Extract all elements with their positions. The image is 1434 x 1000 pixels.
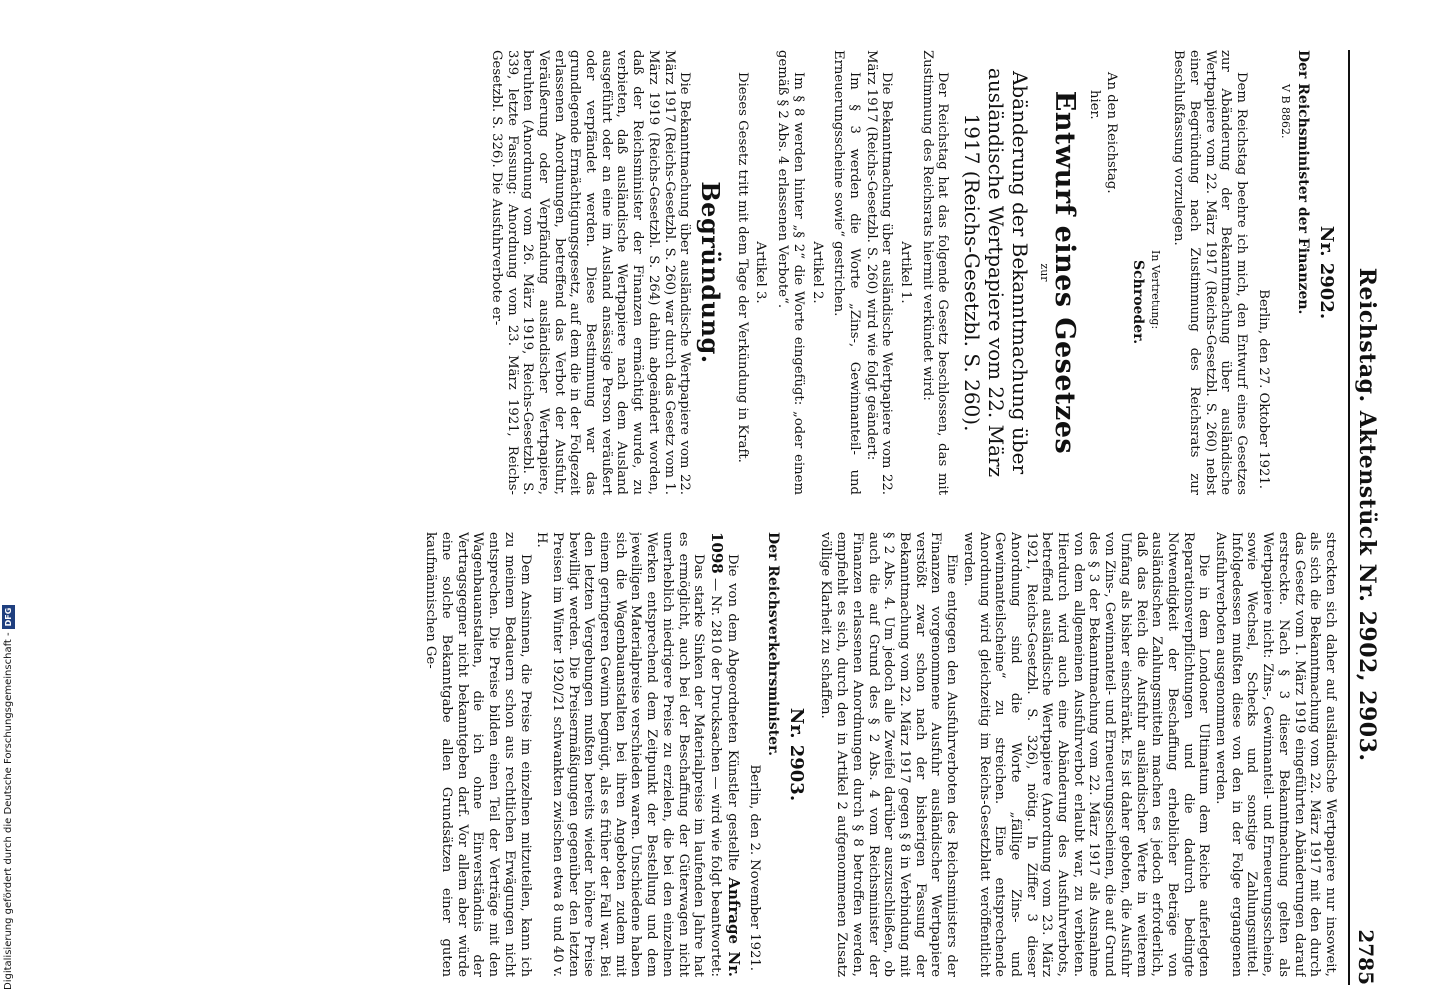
preamble: Der Reichstag hat das folgende Gesetz beschlossen, das mit Zustimmung des Reichsrats hiermit verkündet wird:	[919, 50, 951, 495]
inquiry-post: — Nr. 2810 der Drucksachen — wird wie folgt beantwortet:	[707, 577, 723, 977]
dateline-2903: Berlin, den 2. November 1921.	[747, 764, 763, 971]
right-column	[90, 532, 1338, 977]
dateline: Berlin, den 27. Oktober 1921.	[1255, 289, 1271, 489]
export-ban-paragraph: Eine entgegen den Ausfuhrverboten des Reichsministers der Finanzen vorgenommene Ausfuhr ausländischer Wertpapiere verstößt zwar schon nach der bisherigen Fassung der Bekanntmachung vom 22. März 1917 gegen § 8 in Verbindung mit § 2 Abs. 4. Um jedoch alle Zweifel darüber auszuschließen, ob auch die auf Grund des § 2 Abs. 4 vom Reichsminister der Finanzen erlassenen Anordnungen durch § 8 betroffen werden, empfiehlt es sich, durch den in Artikel 2 aufgenommenen Zusatz völlige Klarheit zu schaffen.	[818, 532, 960, 977]
sender: Der Reichsminister der Finanzen.	[1295, 50, 1312, 315]
header-title: Reichstag. Aktenstück Nr. 2902, 2903.	[1354, 267, 1380, 762]
digitization-credit	[2, 605, 15, 990]
document-number-2903: Nr. 2903.	[785, 707, 807, 802]
draft-zur: zur	[1038, 263, 1052, 282]
intro-paragraph: Dem Reichstag beehre ich mich, den Entwurf eines Gesetzes zur Abänderung der Bekanntmachung über ausländische Wertpapiere vom 22. März 1917 (Reichs-Gesetzbl. S. 260) nebst einer Begründung nach Zustimmung des Reichsrats zur Beschlußfassung vorzulegen.	[1171, 50, 1250, 495]
sender-reference: V B 8862.	[1278, 84, 1292, 139]
london-ultimatum-paragraph: Die in dem Londoner Ultimatum dem Reiche auferlegten Reparationsverpflichtungen und die dadurch bedingte Notwendigkeit der Beschaffung erheblicher Beträge von ausländischen Zahlungsmitteln machen es jedoch erforderlich, daß das Reich die Ausfuhr ausländischer Werte in weiterem Umfang als bisher einschränkt. Es ist daher geboten, die Ausfuhr von Zins-, Gewinnanteil- und Erneuerungsscheinen, die auf Grund des § 3 der Bekanntmachung vom 22. März 1917 als Ausnahme von dem allgemeinen Ausfuhrverbot erlaubt war, zu verbieten. Hierdurch wird auch eine Abänderung des Ausfuhrverbots, betreffend ausländische Wertpapiere (Anordnung vom 23. März 1921, Reichs-Gesetzbl. S. 326), nötig. In Ziffer 3 dieser Anordnung sind die Worte „fällige Zins- und Gewinnanteilscheine“ zu streichen. Eine entsprechende Anordnung wird gleichzeitig im Reichs-Gesetzblatt veröffentlicht werden.	[960, 532, 1212, 977]
prices-disclosure-paragraph: Dem Ansinnen, die Preise im einzelnen mitzuteilen, kann ich zu meinem Bedauern schon aus rechtlichen Erwägungen nicht entsprechen. Die Preise bilden einen Teil der Verträge mit den Wagenbauanstalten, die ich ohne Einverständnis der Vertragsgegner nicht bekanntgeben darf. Vor allem aber würde eine solche Bekanntgabe allen Grundsätzen einer guten kaufmännischen Ge-	[423, 532, 533, 977]
signature-name: Schroeder.	[1129, 260, 1146, 345]
addressee-location: hier.	[1086, 90, 1102, 120]
justification-paragraph: Die Bekanntmachung über ausländische Wertpapiere vom 22. März 1917 (Reichs-Gesetzbl. S. 260) war durch das Gesetz vom 1. März 1919 (Reichs-Gesetzbl. S. 264) dahin abgeändert worden, daß der Reichsminister der Finanzen ermächtigt wurde, zu verbieten, daß ausländische Wertpapiere nach dem Ausland ausgeführt oder an eine im Ausland ansässige Person veräußert oder verpfändet werden. Diese Bestimmung war das grundlegende Ermächtigungsgesetz, auf dem die in der Folgezeit erlassenen Anordnungen, betreffend das Verbot der Ausfuhr, Veräußerung oder Verpfändung ausländischer Wertpapiere, beruhten (Anordnung vom 26. März 1919, Reichs-Gesetzbl. S. 339, letzte Fassung: Anordnung vom 23. März 1921, Reichs-Gesetzbl. S. 326). Die Ausfuhrverbote er-	[488, 50, 693, 495]
article-3-heading: Artikel 3.	[753, 241, 769, 304]
page-header	[1348, 50, 1390, 985]
dfg-logo: DFG	[2, 605, 15, 630]
article-3-paragraph: Dieses Gesetz tritt mit dem Tage der Verkündung in Kraft.	[734, 72, 750, 463]
signature-label: In Vertretung:	[1148, 250, 1162, 330]
inquiry-paragraph	[707, 532, 743, 977]
continuation-paragraph: streckten sich daher auf ausländische Wertpapiere nur insoweit, als sich die Bekanntmachung vom 22. März 1917 mit den durch das Gesetz vom 1. März 1919 eingeführten Abänderungen darauf erstreckte. Nach § 3 dieser Bekanntmachung gelten als Wertpapiere nicht: Zins-, Gewinnanteil- und Erneuerungsscheine, sowie Wechsel, Schecks und sonstige Zahlungsmittel. Infolgedessen mußten diese von den in der Folge ergangenen Ausfuhrverboten ausgenommen werden.	[1213, 532, 1338, 977]
page-number: 2785	[1354, 929, 1378, 985]
article-1-paragraph-1: Die Bekanntmachung über ausländische Wertpapiere vom 22. März 1917 (Reichs-Gesetzbl. S. 260) wird wie folgt geändert:	[863, 50, 895, 495]
document-number: Nr. 2902.	[1316, 225, 1337, 320]
credit-text: Digitalisierung gefördert durch die Deutsche Forschungsgemeinschaft -	[3, 632, 14, 990]
draft-title: Entwurf eines Gesetzes	[1048, 90, 1080, 455]
addressee: An den Reichstag.	[1104, 72, 1120, 194]
left-column	[90, 50, 1338, 495]
scanned-page	[80, 30, 1390, 1000]
material-prices-paragraph: Das starke Sinken der Materialpreise im laufenden Jahre hat es ermöglicht, auch bei der Beschaffung der Güterwagen nicht unerheblich niedrigere Preise zu erzielen, die bei den einzelnen Werken entsprechend dem Zeitpunkt der Bestellung und dem jeweiligen Materialpreise verschieden waren. Unschiedene haben sich die Wagenbauanstalten bei ihren Angeboten zudem mit einem geringeren Gewinn begnügt, als es früher der Fall war. Bei den letzten Vergebungen mußten bereits wieder höhere Preise bewilligt werden. Die Preisermäßigungen gegenüber den letzten Preisen im Winter 1920/21 schwankten zwischen etwa 8 und 40 v. H.	[534, 532, 707, 977]
sender-2903: Der Reichsverkehrsminister.	[765, 532, 782, 757]
article-2-paragraph: Im § 8 werden hinter „§ 2“ die Worte eingefügt: „oder einem gemäß § 2 Abs. 4 erlassenen Verbote“.	[775, 50, 806, 495]
article-2-heading: Artikel 2.	[809, 241, 825, 304]
law-title: Abänderung der Bekanntmachung über ausländische Wertpapiere vom 22. März 1917 (Reichs-Gesetzbl. S. 260).	[960, 67, 1033, 478]
article-1-heading: Artikel 1.	[898, 241, 914, 304]
justification-heading: Begründung.	[696, 181, 726, 364]
inquiry-pre: Die von dem Abgeordneten Künstler gestellte	[724, 554, 740, 871]
article-1-paragraph-2: Im § 3 werden die Worte „Zins-, Gewinnanteil- und Erneuerungsscheine sowie“ gestrichen.	[831, 50, 862, 495]
inquiry-number: Anfrage Nr. 1098	[707, 532, 743, 977]
